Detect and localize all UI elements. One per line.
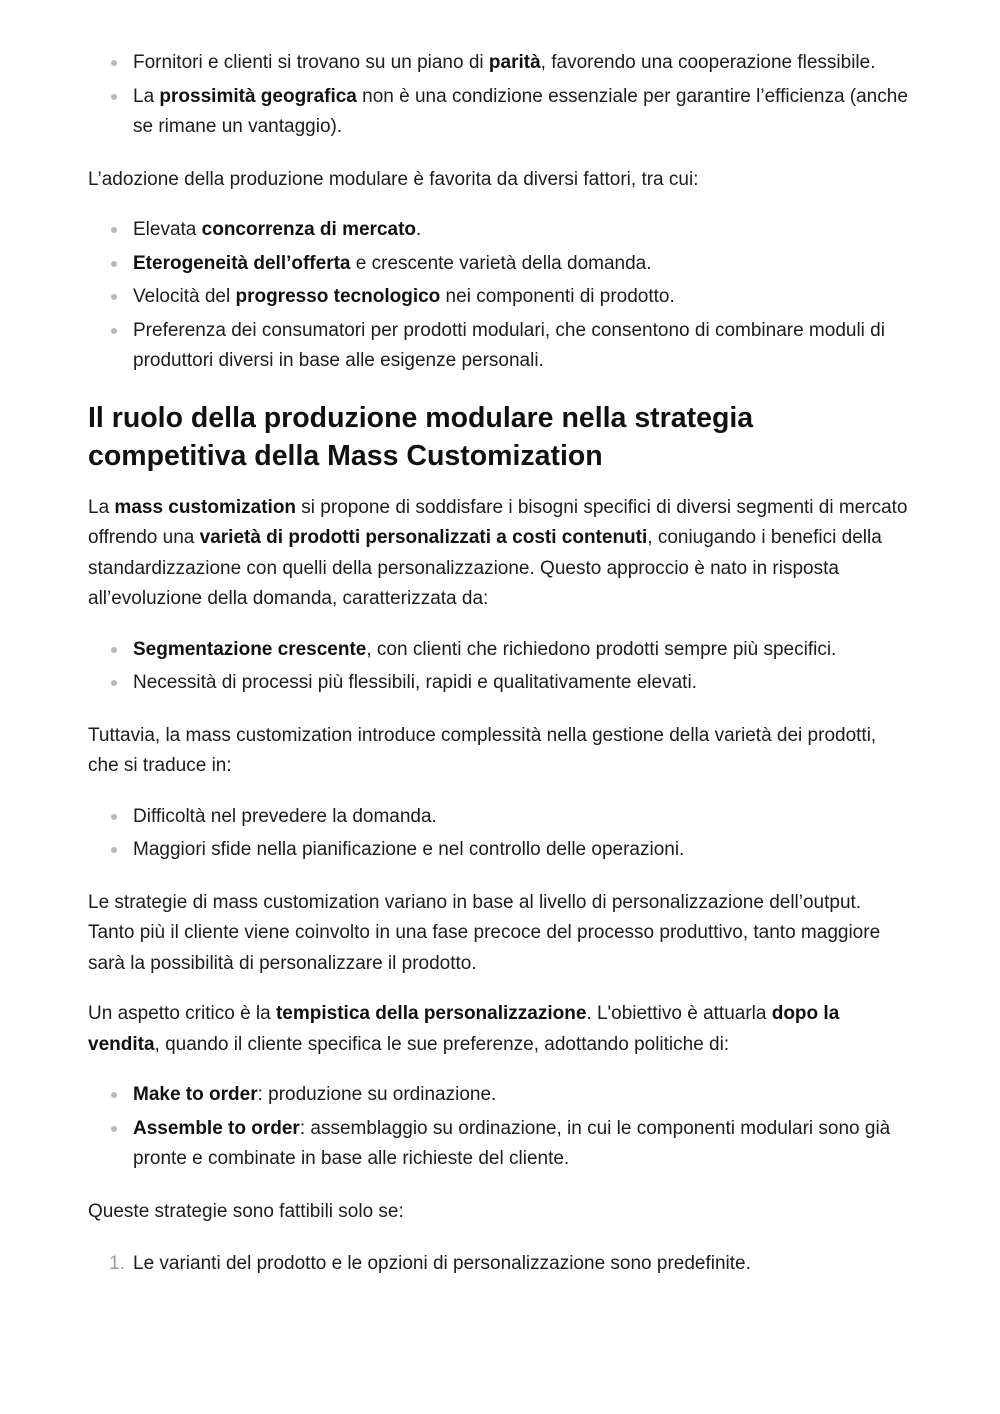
text: si propone di soddisfare i bisogni specifici di diversi segmenti di mercato offrendo una: [88, 496, 908, 548]
list-item: [88, 1249, 912, 1280]
bullet-list-supply-relations: [88, 48, 912, 143]
bold-text: parità: [488, 52, 541, 73]
text: , con clienti che richiedono prodotti sempre più specifici.: [366, 638, 837, 660]
text: Difficoltà nel prevedere la domanda.: [133, 805, 437, 827]
bullet-list-complexity: [88, 802, 912, 866]
list-item: [88, 835, 912, 866]
bold-text: mass customization: [114, 496, 297, 518]
list-item: [88, 215, 912, 246]
text: non è una condizione essenziale per garantire l’efficienza (anche se rimane un vantaggio).: [133, 85, 908, 137]
bullet-list-demand: [88, 635, 912, 699]
list-item: [88, 1080, 912, 1111]
text: , quando il cliente specifica le sue preferenze, adottando politiche di:: [154, 1033, 730, 1055]
list-item: [88, 82, 912, 143]
list-item: [88, 48, 912, 79]
text: Velocità del: [133, 286, 236, 307]
numbered-list-conditions: [88, 1249, 912, 1280]
list-number: 1.: [109, 1253, 125, 1274]
bold-text: concorrenza di mercato: [201, 219, 416, 240]
bullet-list-policies: [88, 1080, 912, 1175]
paragraph: [88, 999, 912, 1060]
list-item: [88, 249, 912, 280]
text: Fornitori e clienti si trovano su un piano di: [133, 52, 489, 73]
bold-text: prossimità geografica: [159, 85, 357, 107]
text: , coniugando i benefici della standardizzazione con quelli della personalizzazione. Questo approccio è nato in risposta all’evoluzione della domanda, caratterizzata da:: [88, 527, 882, 609]
text: nei componenti di prodotto.: [440, 286, 675, 307]
text: Le varianti del prodotto e le opzioni di personalizzazione sono predefinite.: [133, 1253, 751, 1274]
list-item: [88, 316, 912, 377]
bold-text: Make to order: [133, 1084, 258, 1105]
paragraph: Tuttavia, la mass customization introduce complessità nella gestione della varietà dei prodotti, che si traduce in:: [88, 724, 877, 776]
text: Necessità di processi più flessibili, rapidi e qualitativamente elevati.: [133, 672, 697, 693]
text: : assemblaggio su ordinazione, in cui le componenti modulari sono già pronte e combinate in base alle richieste del cliente.: [133, 1117, 891, 1169]
text: Maggiori sfide nella pianificazione e nel controllo delle operazioni.: [133, 839, 685, 860]
bold-text: Segmentazione crescente: [133, 638, 367, 660]
list-item: [88, 282, 912, 313]
text: e crescente varietà della domanda.: [350, 252, 652, 274]
text: , favorendo una cooperazione flessibile.: [540, 52, 876, 73]
text: . L'obiettivo è attuarla: [586, 1003, 772, 1024]
text: .: [416, 219, 422, 240]
bold-text: progresso tecnologico: [235, 286, 441, 307]
bold-text: Eterogeneità dell’offerta: [133, 252, 351, 274]
text: Elevata: [133, 219, 202, 240]
list-item: [88, 1114, 912, 1175]
bold-text: tempistica della personalizzazione: [275, 1003, 587, 1024]
list-item: [88, 668, 912, 699]
section-heading: Il ruolo della produzione modulare nella strategia competitiva della Mass Customization: [88, 401, 754, 472]
bold-text: varietà di prodotti personalizzati a costi contenuti: [199, 527, 648, 548]
paragraph: Le strategie di mass customization variano in base al livello di personalizzazione dell’output. Tanto più il cliente viene coinvolto in una fase precoce del processo produttivo, tanto maggiore sarà la possibilità di personalizzare il prodotto.: [88, 891, 881, 974]
text: Preferenza dei consumatori per prodotti modulari, che consentono di combinare moduli di produttori diversi in base alle esigenze personali.: [133, 319, 885, 371]
bold-text: dopo la vendita: [88, 1003, 840, 1055]
list-item: [88, 635, 912, 666]
paragraph: [88, 493, 912, 615]
list-item: [88, 802, 912, 833]
text: La: [133, 85, 160, 107]
text: : produzione su ordinazione.: [257, 1084, 497, 1105]
bold-text: Assemble to order: [133, 1117, 300, 1139]
bullet-list-factors: [88, 215, 912, 377]
paragraph: L’adozione della produzione modulare è favorita da diversi fattori, tra cui:: [88, 168, 699, 190]
text: La: [88, 496, 115, 518]
paragraph: Queste strategie sono fattibili solo se:: [88, 1200, 404, 1222]
text: Un aspetto critico è la: [88, 1003, 276, 1024]
